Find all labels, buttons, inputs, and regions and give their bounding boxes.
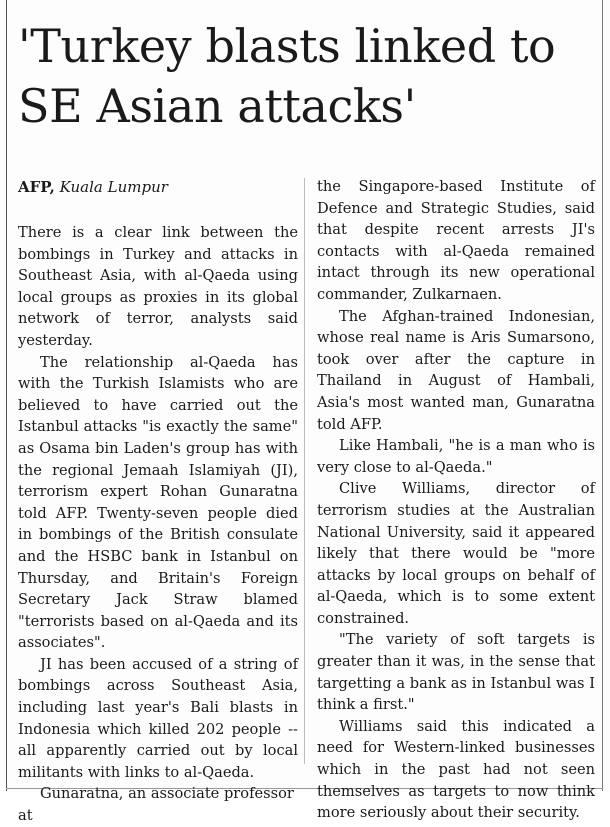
byline xyxy=(18,177,168,197)
paragraph: Gunaratna, an associate professor at xyxy=(18,785,294,825)
headline: 'Turkey blasts linked to SE Asian attacks' xyxy=(18,19,556,133)
paragraph: "The variety of soft targets is greater than it was, in the sense that targetting a bank as in Istanbul was I think a first." xyxy=(317,631,595,714)
column-divider xyxy=(304,178,305,764)
paragraph: Like Hambali, "he is a man who is very close to al-Qaeda." xyxy=(317,437,595,476)
paragraph: Clive Williams, director of terrorism studies at the Australian National University, said it appeared likely that there would be "more attacks by local groups on behalf of al-Qaeda, which is to some extent constrained. xyxy=(317,480,595,627)
paragraph: The relationship al-Qaeda has with the Turkish Islamists who are believed to have carried out the Istanbul attacks "is exactly the same" as Osama bin Laden's group has with the regional Jemaah Islamiyah (JI), terrorism expert Rohan Gunaratna told AFP. Twenty-seven people died in bombings of the British consulate and the HSBC bank in Istanbul on Thursday, and Britain's Foreign Secretary Jack Straw blamed "terrorists based on al-Qaeda and its associates". xyxy=(18,353,298,652)
byline-agency: AFP, xyxy=(18,178,55,196)
paragraph: JI has been accused of a string of bombings across Southeast Asia, including last year's Bali blasts in Indonesia which killed 202 people -- all apparently carried out by local militants with links to al-Qaeda. xyxy=(18,655,298,781)
left-column xyxy=(18,222,298,827)
right-column xyxy=(317,176,595,824)
paragraph: There is a clear link between the bombings in Turkey and attacks in Southeast Asia, with al-Qaeda using local groups as proxies in its global network of terror, analysts said yesterday. xyxy=(18,224,298,349)
byline-place: Kuala Lumpur xyxy=(59,178,168,196)
left-border-rule xyxy=(6,0,7,791)
paragraph: The Afghan-trained Indonesian, whose real name is Aris Sumarsono, took over after the capture in Thailand in August of Hambali, Asia's most wanted man, Gunaratna told AFP. xyxy=(317,307,595,433)
paragraph: the Singapore-based Institute of Defence and Strategic Studies, said that despite recent arrests JI's contacts with al-Qaeda remained intact through its new operational commander, Zulkarnaen. xyxy=(317,178,595,303)
right-border-rule xyxy=(602,0,603,791)
paragraph: Williams said this indicated a need for Western-linked businesses which in the past had not seen themselves as targets to now think more seriously about their security. xyxy=(317,717,595,822)
